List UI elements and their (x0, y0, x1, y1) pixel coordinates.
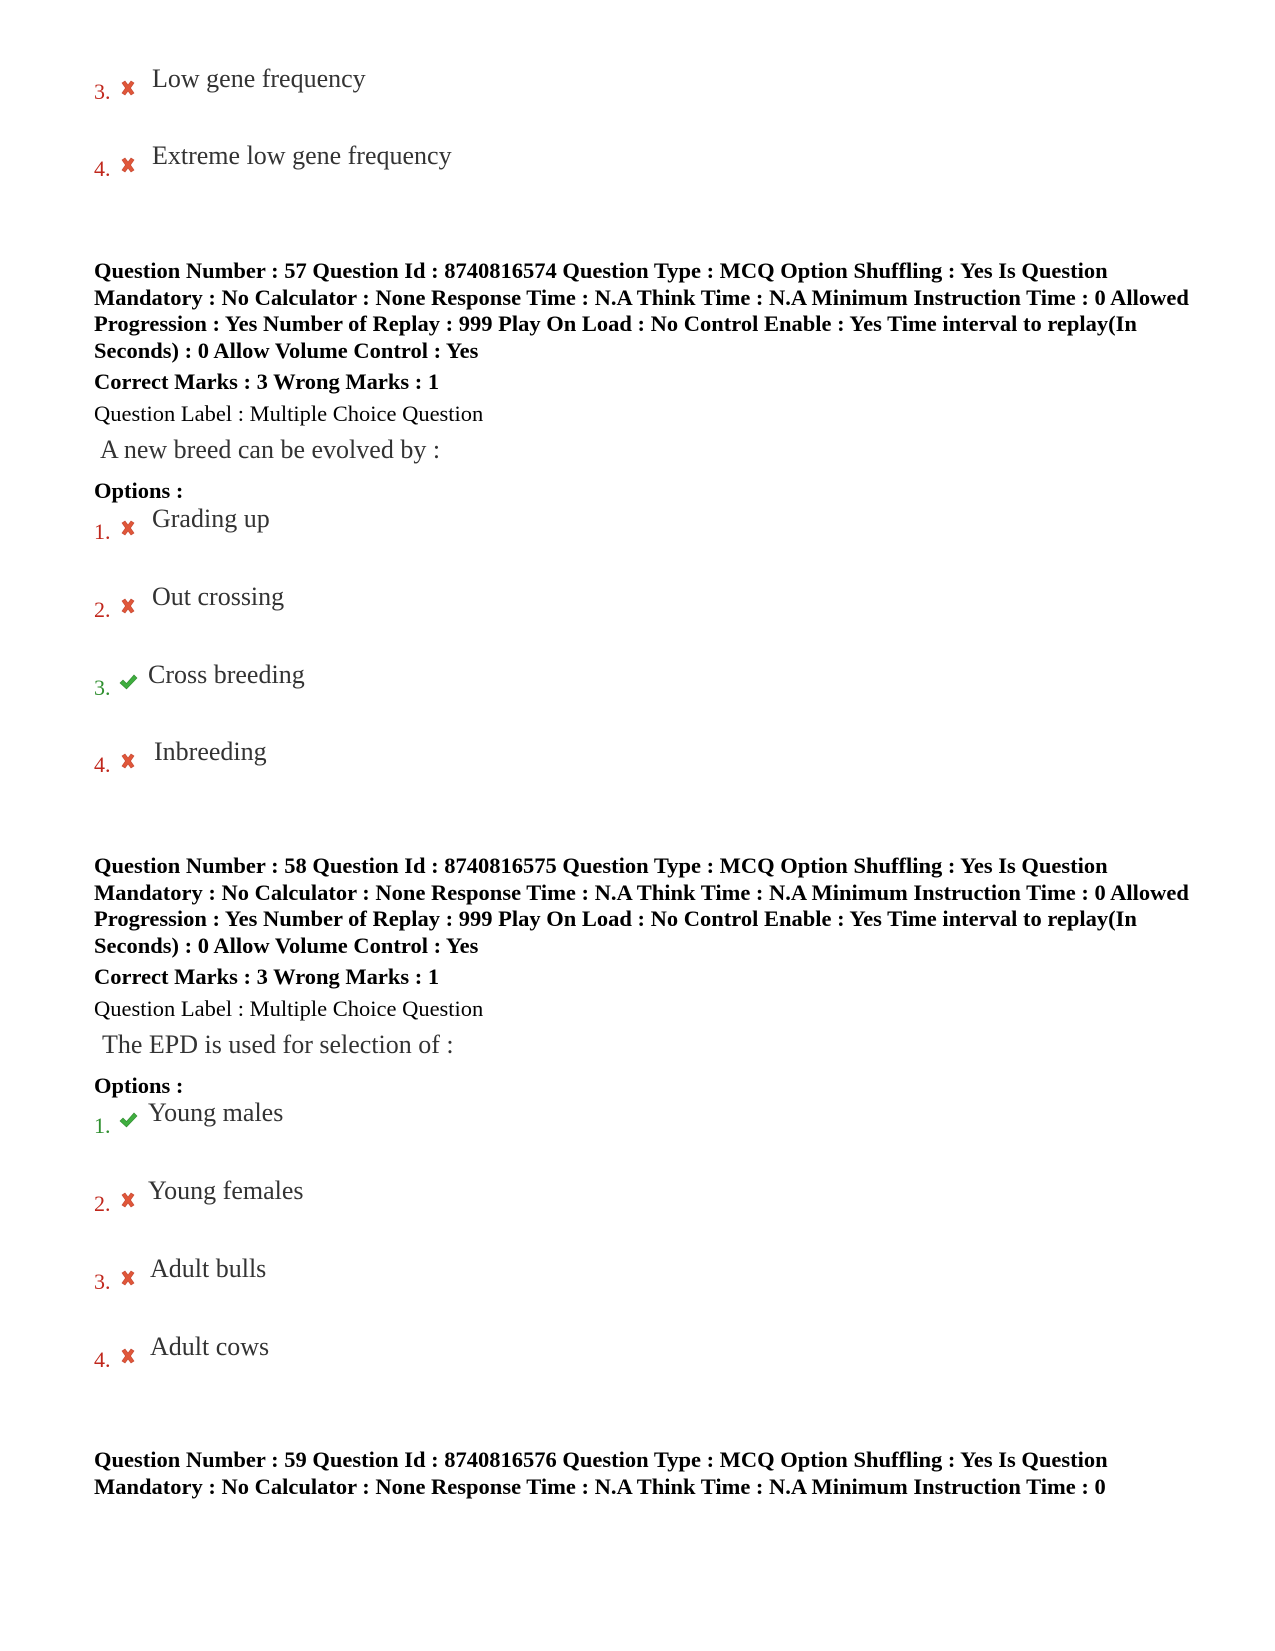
question-text: The EPD is used for selection of : (102, 1030, 454, 1059)
wrong-icon (118, 155, 138, 175)
options-heading: Options : (94, 478, 184, 503)
option-text: Cross breeding (148, 660, 305, 689)
question-label: Question Label : Multiple Choice Question (94, 401, 484, 426)
wrong-icon (118, 1190, 138, 1210)
option-text: Adult cows (150, 1332, 270, 1361)
option-text: Adult bulls (150, 1254, 267, 1283)
wrong-icon (118, 78, 138, 98)
wrong-icon (118, 1268, 138, 1288)
option-number: 2. (94, 597, 111, 622)
question-meta: Question Number : 59 Question Id : 8740816576 Question Type : MCQ Option Shuffling : Yes Is Question Mandatory : No Calculator : None Response Time : N.A Think Time : N.A Minimum Instruction Time : 0 (94, 1447, 1108, 1499)
option-text: Inbreeding (154, 737, 267, 766)
correct-check-icon (118, 672, 138, 692)
option-number: 4. (94, 156, 111, 181)
wrong-icon (118, 1346, 138, 1366)
option-number: 4. (94, 1347, 111, 1372)
option-number: 2. (94, 1191, 111, 1216)
wrong-icon (118, 751, 138, 771)
option-number: 4. (94, 752, 111, 777)
correct-check-icon (118, 1110, 138, 1130)
question-label: Question Label : Multiple Choice Question (94, 996, 484, 1021)
question-meta: Question Number : 57 Question Id : 8740816574 Question Type : MCQ Option Shuffling : Yes Is Question Mandatory : No Calculator : None Response Time : N.A Think Time : N.A Minimum Instruction Time : 0 Allowed Progression : Yes Number of Replay : 999 Play On Load : No Control Enable : Yes Time interval to replay(In Seconds) : 0 Allow Volume Control : Yes (94, 258, 1189, 363)
option-text: Grading up (152, 504, 270, 533)
option-number: 3. (94, 79, 111, 104)
option-number: 1. (94, 1113, 111, 1138)
wrong-icon (118, 518, 138, 538)
option-text: Young males (148, 1098, 284, 1127)
option-number: 3. (94, 1269, 111, 1294)
question-marks: Correct Marks : 3 Wrong Marks : 1 (94, 964, 440, 989)
options-heading: Options : (94, 1073, 184, 1098)
question-marks: Correct Marks : 3 Wrong Marks : 1 (94, 369, 440, 394)
option-text: Young females (148, 1176, 304, 1205)
wrong-icon (118, 596, 138, 616)
question-meta: Question Number : 58 Question Id : 8740816575 Question Type : MCQ Option Shuffling : Yes Is Question Mandatory : No Calculator : None Response Time : N.A Think Time : N.A Minimum Instruction Time : 0 Allowed Progression : Yes Number of Replay : 999 Play On Load : No Control Enable : Yes Time interval to replay(In Seconds) : 0 Allow Volume Control : Yes (94, 853, 1189, 958)
option-text: Out crossing (152, 582, 285, 611)
option-number: 1. (94, 519, 111, 544)
option-text: Extreme low gene frequency (152, 141, 452, 170)
option-text: Low gene frequency (152, 64, 366, 93)
question-text: A new breed can be evolved by : (100, 435, 441, 464)
option-number: 3. (94, 675, 111, 700)
